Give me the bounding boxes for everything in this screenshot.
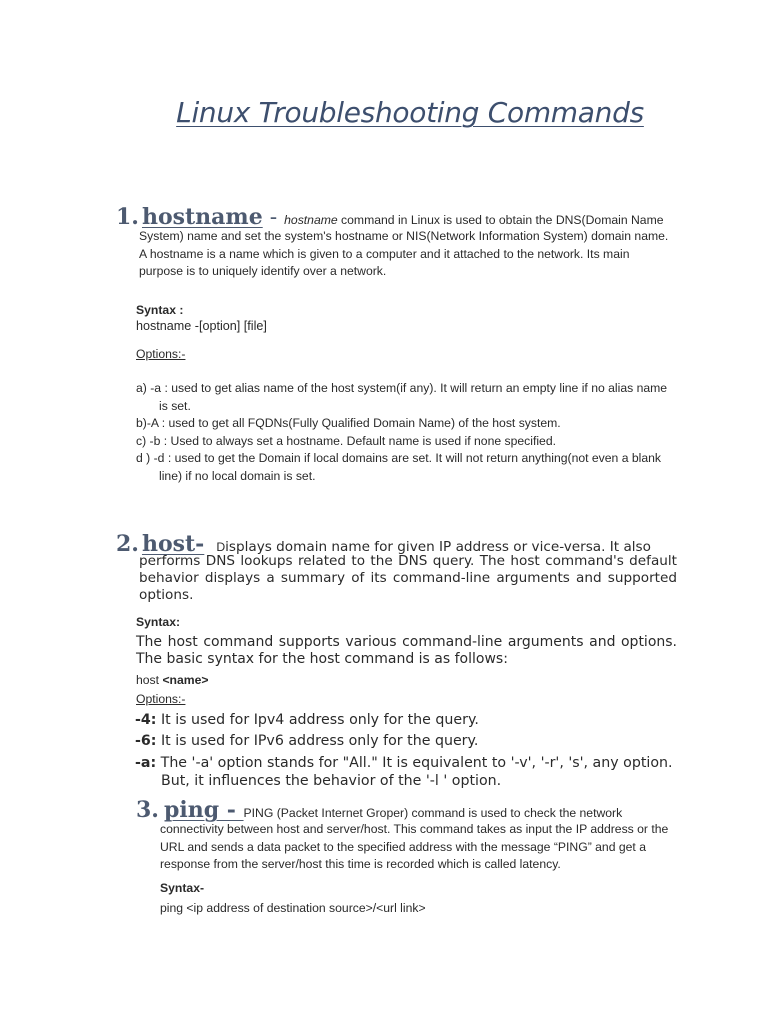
- options-label: Options:-: [136, 692, 186, 706]
- option-text: It is used for IPv6 address only for the query.: [156, 733, 479, 749]
- option-flag: -a:: [135, 755, 157, 771]
- section-heading: hostname: [141, 204, 263, 230]
- section-host: [116, 531, 677, 604]
- section-ping: [136, 797, 677, 874]
- section-number: 2.: [116, 531, 139, 557]
- heading-dash: -: [262, 205, 285, 230]
- syntax-argument: <name>: [162, 673, 209, 687]
- description: connectivity between host and server/host. This command takes as input the IP address or the URL and sends a data packet to the specified address with the message “PING” and get a response from the server/host this time is recorded which is called latency.: [160, 822, 669, 871]
- options-list: [135, 710, 680, 790]
- option-item: a) -a : used to get alias name of the host system(if any). It will return an empty line if no alias name is set.: [136, 381, 668, 413]
- option-text: It is used for Ipv4 address only for the query.: [156, 712, 479, 728]
- syntax-text: [136, 672, 209, 690]
- syntax-text: ping <ip address of destination source>/<url link>: [160, 901, 426, 915]
- section-heading: ping -: [163, 797, 244, 823]
- section-heading: host-: [141, 531, 205, 557]
- section-hostname: [116, 204, 676, 281]
- description-first-letter: D: [216, 540, 226, 554]
- syntax-description: The host command supports various command-line arguments and options. The basic syntax for the host command is as follows:: [136, 634, 677, 667]
- syntax-text: hostname -[option] [file]: [136, 319, 267, 333]
- option-item: [135, 754, 680, 790]
- command-name: hostname: [284, 213, 338, 227]
- option-text: The '-a' option stands for "All." It is equivalent to '-v', '-r', 's', any option. But, it influences the behavior of the '-l ' option.: [156, 755, 673, 789]
- option-flag: -4:: [135, 712, 157, 728]
- description-first-line: PING (Packet Internet Groper) command is used to check the network: [243, 806, 623, 820]
- option-item: d ) -d : used to get the Domain if local domains are set. It will not return anything(not even a blank line) if no local domain is set.: [136, 451, 662, 483]
- options-label: Options:-: [136, 347, 186, 361]
- option-item: [135, 731, 680, 752]
- option-item: c) -b : Used to always set a hostname. Default name is used if none specified.: [136, 433, 557, 448]
- option-item: [135, 710, 680, 731]
- syntax-command: host: [136, 673, 160, 687]
- section-number: 1.: [116, 204, 139, 230]
- description-first-line: isplays domain name for given IP address or vice-versa. It also: [225, 539, 651, 555]
- options-list: [136, 380, 676, 485]
- option-item: b)-A : used to get all FQDNs(Fully Qualified Domain Name) of the host system.: [136, 416, 561, 430]
- syntax-label: Syntax:: [136, 615, 181, 629]
- section-number: 3.: [136, 797, 159, 823]
- option-flag: -6:: [135, 733, 157, 749]
- description: System) name and set the system's hostname or NIS(Network Information System) domain name. A hostname is a name which is given to a computer and it attached to the network. Its main purpose is to uniquely identify over a network.: [139, 229, 669, 278]
- syntax-label: Syntax :: [136, 303, 184, 317]
- description-first-line: command in Linux is used to obtain the DNS(Domain Name: [337, 213, 664, 227]
- page-title: Linux Troubleshooting Commands: [176, 96, 644, 129]
- description: performs DNS lookups related to the DNS query. The host command's default behavior displays a summary of its command-line arguments and supported options.: [139, 553, 677, 603]
- syntax-label: Syntax-: [160, 881, 205, 895]
